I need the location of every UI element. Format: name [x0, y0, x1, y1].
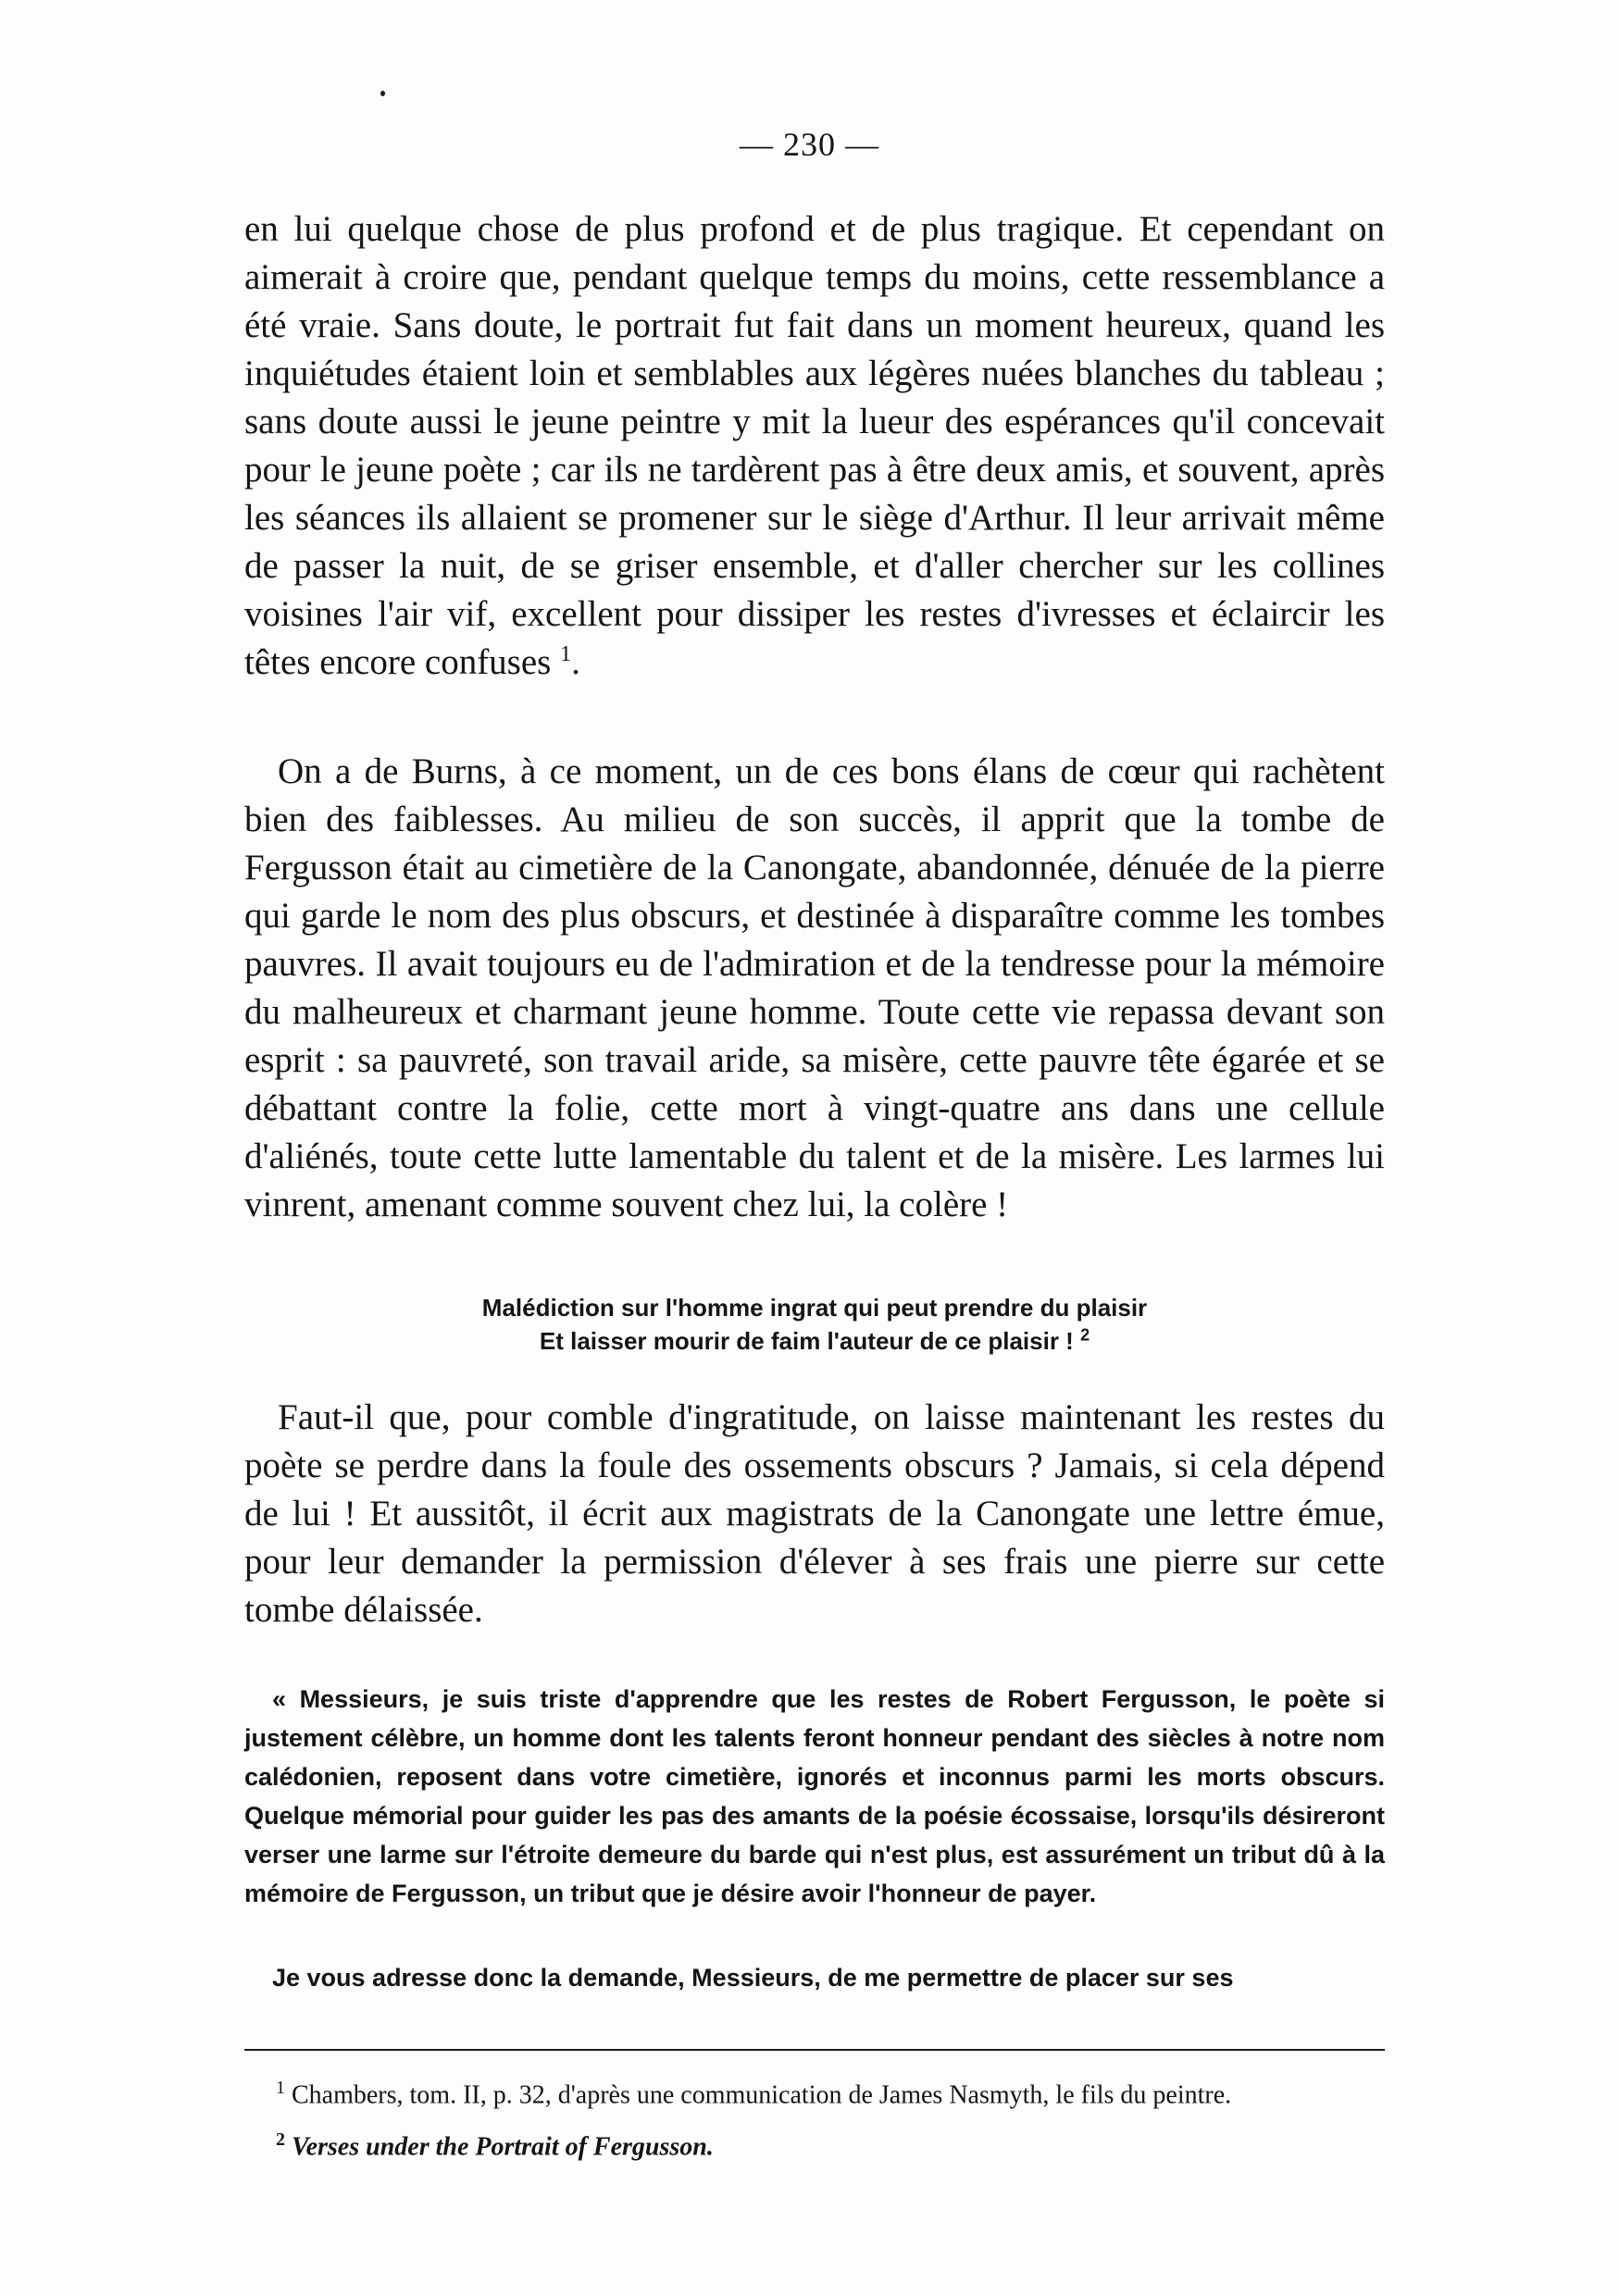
paragraph-1-text: en lui quelque chose de plus profond et de plus tragique. Et cependant on aimerait à croire que, pendant quelque temps du moins, cette ressemblance a été vraie. Sans doute, le portrait fut fait dans un moment heureux, quand les inquiétudes étaient loin et semblables aux légères nuées blanches du tableau ; sans doute aussi le jeune peintre y mit la lueur des espérances qu'il concevait pour le jeune poète ; car ils ne tardèrent pas à être deux amis, et souvent, après les séances ils allaient se promener sur le siège d'Arthur. Il leur arrivait même de passer la nuit, de se griser ensemble, et d'aller chercher sur les collines voisines l'air vif, excellent pour dissiper les restes d'ivresses et éclaircir les têtes encore confuses [244, 209, 1385, 682]
footnote-2 [244, 2121, 1385, 2166]
paragraph-1-end: . [571, 642, 580, 682]
paragraph-1 [244, 205, 1385, 687]
footnote-1-mark: 1 [276, 2078, 285, 2098]
paragraph-2: On a de Burns, à ce moment, un de ces bons élans de cœur qui rachètent bien des faiblesses. Au milieu de son succès, il apprit que la tombe de Fergusson était au cimetière de la Canongate, abandonnée, dénuée de la pierre qui garde le nom des plus obscurs, et destinée à disparaître comme les tombes pauvres. Il avait toujours eu de l'admiration et de la tendresse pour la mémoire du malheureux et charmant jeune homme. Toute cette vie repassa devant son esprit : sa pauvreté, son travail aride, sa misère, cette pauvre tête égarée et se débattant contre la folie, cette mort à vingt-quatre ans dans une cellule d'aliénés, toute cette lutte lamentable du talent et de la misère. Les larmes lui vinrent, amenant comme souvent chez lui, la colère ! [244, 751, 1385, 1224]
verse-line-1: Malédiction sur l'homme ingrat qui peut prendre du plaisir [481, 1294, 1148, 1322]
footnote-ref-2[interactable]: 2 [1080, 1325, 1090, 1345]
footnote-2-text: Verses under the Portrait of Fergusson. [292, 2132, 714, 2162]
verse-line-2 [244, 1324, 1385, 1358]
letter-paragraph-1: « Messieurs, je suis triste d'apprendre que les restes de Robert Fergusson, le poète si justement célèbre, un homme dont les talents feront honneur pendant des siècles à notre nom calédonien, reposent dans votre cimetière, ignorés et inconnus parmi les morts obscurs. Quelque mémorial pour guider les pas des amants de la poésie écossaise, lorsqu'ils désireront verser une larme sur l'étroite demeure du barde qui n'est plus, est assurément un tribut dû à la mémoire de Fergusson, un tribut que je désire avoir l'honneur de payer. [244, 1685, 1385, 1907]
ink-speck [380, 91, 385, 96]
page-number: — 230 — [740, 126, 879, 163]
paragraph-3: Faut-il que, pour comble d'ingratitude, on laisse maintenant les restes du poète se perdre dans la foule des ossements obscurs ? Jamais, si cela dépend de lui ! Et aussitôt, il écrit aux magistrats de la Canongate une lettre émue, pour leur demander la permission d'élever à ses frais une pierre sur cette tombe délaissée. [244, 1397, 1385, 1630]
verse-line-2-text: Et laisser mourir de faim l'auteur de ce plaisir ! [539, 1327, 1074, 1355]
footnote-2-mark: 2 [276, 2129, 285, 2151]
footnotes [244, 2069, 1385, 2166]
footnote-ref-1[interactable]: 1 [560, 642, 572, 666]
footnote-1 [244, 2069, 1385, 2114]
footnote-divider [244, 2049, 1385, 2051]
letter-paragraph-2: Je vous adresse donc la demande, Messieurs, de me permettre de placer sur ses [272, 1964, 1234, 1992]
footnote-1-text: Chambers, tom. II, p. 32, d'après une communication de James Nasmyth, le fils du peintre. [292, 2080, 1232, 2110]
verse-quote [244, 1291, 1385, 1358]
